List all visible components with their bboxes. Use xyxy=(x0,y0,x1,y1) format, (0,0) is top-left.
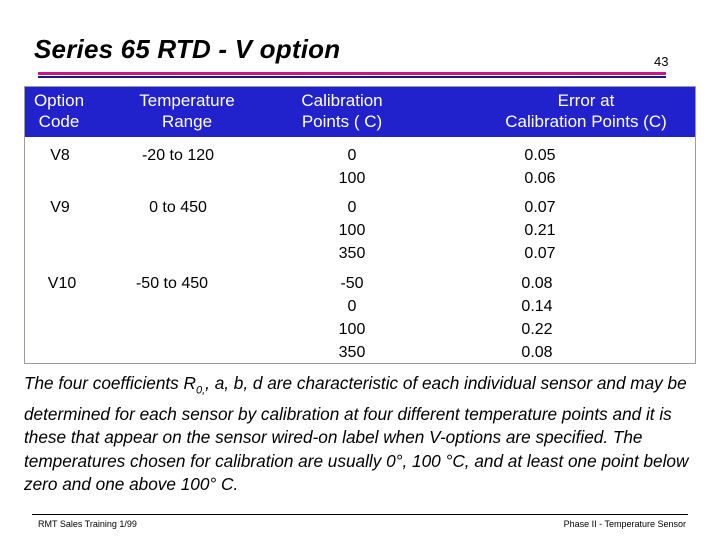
row-v9-points: 0 100 350 xyxy=(338,199,366,262)
row-v8-points: 0 100 xyxy=(338,147,366,187)
header-option-code: Option Code xyxy=(33,91,85,131)
row-v8-code: V8 xyxy=(50,147,70,164)
row-v8-errors: 0.05 0.06 xyxy=(524,147,556,187)
row-v9-code: V9 xyxy=(50,199,70,216)
row-v10-range: -50 to 450 xyxy=(135,275,209,292)
footer-right-text: Phase II - Temperature Sensor xyxy=(563,519,686,529)
footer-rule xyxy=(32,514,688,515)
title-rule-magenta xyxy=(38,72,666,75)
slide-number: 43 xyxy=(654,54,669,69)
body-paragraph: The four coefficients $R_{0,}$, a, b, d are characteristic of each individual sensor and may be determined for each sensor by calibration at four different temperature points and it is these that appear on the sensor wired-on label when V-options are specified. The temperatures chosen for calibration are usually 0°, 100 °C, and at least one point below zero and one above 100° C. xyxy=(24,373,689,495)
row-v9-errors: 0.07 0.21 0.07 xyxy=(524,199,556,262)
row-v8-range: -20 to 120 xyxy=(141,147,215,164)
row-v9-range: 0 to 450 xyxy=(149,199,207,216)
row-v10-points: -50 0 100 350 xyxy=(338,275,366,361)
title-rule-navy xyxy=(38,76,666,78)
header-error-at-calibration: Error at Calibration Points (C) xyxy=(505,91,667,131)
header-temperature-range: Temperature Range xyxy=(139,91,235,131)
r-subscript: 0, xyxy=(195,384,206,397)
row-v10-code: V10 xyxy=(47,275,77,292)
footer-left-text: RMT Sales Training 1/99 xyxy=(38,519,137,529)
header-calibration-points: Calibration Points ( C) xyxy=(301,91,383,131)
slide-title: Series 65 RTD - V option xyxy=(34,34,341,64)
row-v10-errors: 0.08 0.14 0.22 0.08 xyxy=(521,275,553,361)
